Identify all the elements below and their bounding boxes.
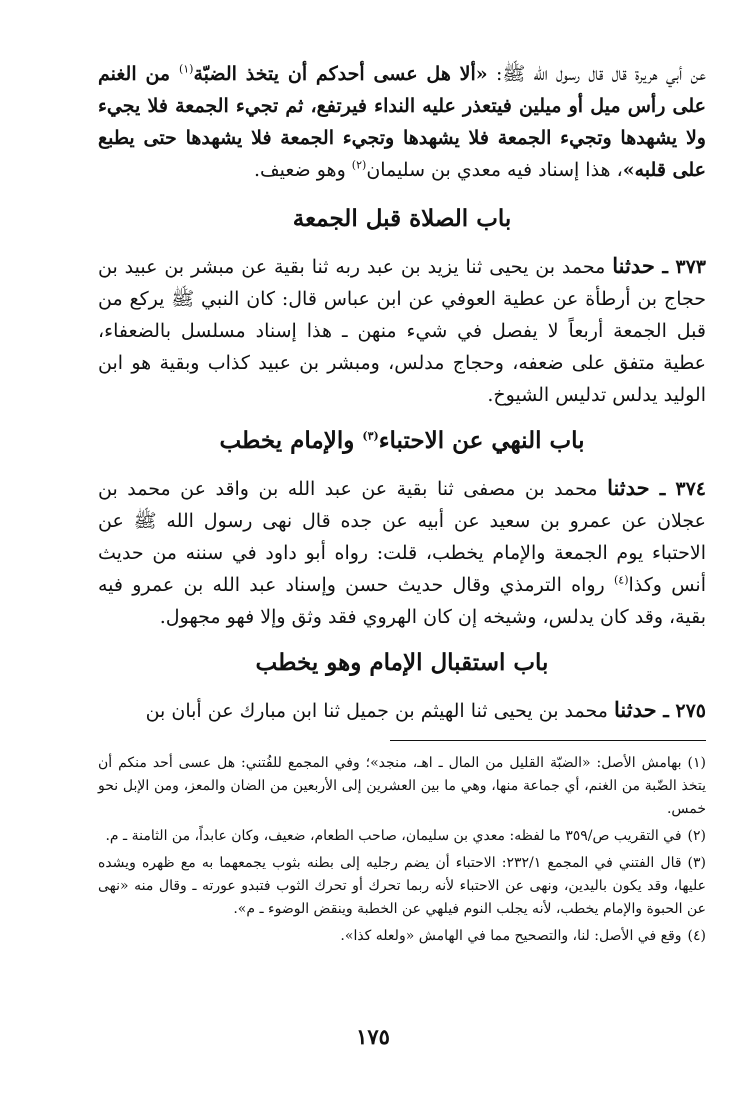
footnote-2 xyxy=(98,825,706,848)
footnote-label: (٣) xyxy=(687,855,707,871)
hadith-373 xyxy=(98,250,706,411)
hadith-number: ٣٧٤ ـ xyxy=(649,478,707,500)
haddathana-label: حدثنا xyxy=(613,697,657,722)
footnotes xyxy=(98,752,706,952)
footnote-ref-2[interactable]: (٢) xyxy=(351,158,367,172)
footnote-label: (٤) xyxy=(687,928,706,944)
chapter-heading-prayer-before-jumuah: باب الصلاة قبل الجمعة xyxy=(292,205,512,232)
heading-text: باب النهي عن الاحتباء xyxy=(378,427,585,454)
isnad-comment-end: وهو ضعيف. xyxy=(253,159,352,181)
chapter-heading-ihtiba xyxy=(98,426,706,456)
footnote-1 xyxy=(98,752,706,821)
footnote-text: بهامش الأصل: «الضبّة القليل من المال ـ اهـ، منجد»؛ وفي المجمع للفُتني: هل عسى أحد منكم أن يتخذ الضّبة من الغنم، أي جماعة منها، وهي ما بين العشرين إلى الأربعين من الضان والمعز، ومن الإبل نحو خمس. xyxy=(98,755,706,817)
footnote-3 xyxy=(98,852,706,921)
footnote-text: قال الفتني في المجمع ٢٣٢/١: الاحتباء أن يضم رجليه إلى بطنه بثوب يجمعهما به مع ظهره ويشده عليها، وقد يكون باليدين، ونهى عن الاحتباء لأنه ربما تحرك أو تحرك الثوب فتبدو عورته ـ وقال منه «نهى عن الحبوة والإمام يخطب، لأنه يجلب النوم فيلهي عن الخطبة وينقض الوضوء ـ م». xyxy=(98,855,706,917)
hadith-text: محمد بن يحيى ثنا الهيثم بن جميل ثنا ابن مبارك عن أبان بن xyxy=(145,700,614,722)
haddathana-label: حدثنا xyxy=(607,475,650,500)
footnote-4 xyxy=(98,925,706,948)
hadith-quote: «ألا هل عسى أحدكم أن يتخذ الضبّة xyxy=(193,63,488,85)
footnote-ref-3[interactable]: (٣) xyxy=(362,429,379,443)
hadith-text: محمد بن مصفى ثنا بقية عن عبد الله بن واقد عن محمد بن عجلان عن عمرو بن سعيد عن أبيه عن جده قال نهى رسول الله ﷺ عن الاحتباء يوم الجمعة والإمام يخطب، قلت: رواه أبو داود في سننه من حديث أنس وكذا xyxy=(98,478,706,596)
footnote-label: (٢) xyxy=(687,828,706,844)
paragraph-intro: عن أبي هريرة قال قال رسول الله ﷺ: xyxy=(487,63,706,85)
heading-text-cont: والإمام يخطب xyxy=(219,427,363,454)
hadith-text-cont: رواه الترمذي وقال حديث حسن وإسناد عبد الله بن عمرو فيه بقية، وقد كان يدلس، وشيخه إن كان الهروي فقد وثق وإلا فهو مجهول. xyxy=(98,574,706,628)
hadith-374 xyxy=(98,472,706,633)
hadith-number: ٢٧٥ ـ xyxy=(656,700,706,722)
chapter-heading-facing-imam: باب استقبال الإمام وهو يخطب xyxy=(255,649,549,676)
footnote-ref-1[interactable]: (١) xyxy=(178,62,194,76)
hadith-quote-cont: من الغنم على رأس ميل أو ميلين فيتعذر عليه النداء فيرتفع، ثم تجيء الجمعة فلا يجيء ولا يشهدها وتجيء الجمعة فلا يشهدها وتجيء الجمعة فلا يشهدها حتى يطبع على قلبه» xyxy=(98,63,706,181)
footnote-text: وقع في الأصل: لنا، والتصحيح مما في الهامش «ولعله كذا». xyxy=(340,928,682,944)
isnad-comment: ، هذا إسناد فيه معدي بن سليمان xyxy=(366,159,623,181)
footnote-text: في التقريب ص/٣٥٩ ما لفظه: معدي بن سليمان، صاحب الطعام، ضعيف، وكان عابداً، من الثامنة ـ م. xyxy=(105,828,682,844)
haddathana-label: حدثنا xyxy=(612,253,655,278)
footnote-divider xyxy=(390,740,706,741)
footnote-label: (١) xyxy=(687,755,706,771)
hadith-number: ٣٧٣ ـ xyxy=(654,256,707,278)
footnote-ref-4[interactable]: (٤) xyxy=(613,573,629,587)
paragraph-abu-hurayra xyxy=(98,58,706,186)
page-number: ١٧٥ xyxy=(356,1024,390,1049)
hadith-text: محمد بن يحيى ثنا يزيد بن عبد ربه ثنا بقية عن مبشر بن عبيد بن حجاج بن أرطأة عن عطية العوفي عن ابن عباس قال: كان النبي ﷺ يركع من قبل الجمعة أربعاً لا يفصل في شيء منهن ـ هذا إسناد مسلسل بالضعفاء، عطية متفق على ضعفه، وحجاج مدلس، ومبشر بن عبيد كذاب وبقية هو ابن الوليد يدلس تدليس الشيوخ. xyxy=(98,256,706,406)
hadith-275 xyxy=(98,694,706,727)
